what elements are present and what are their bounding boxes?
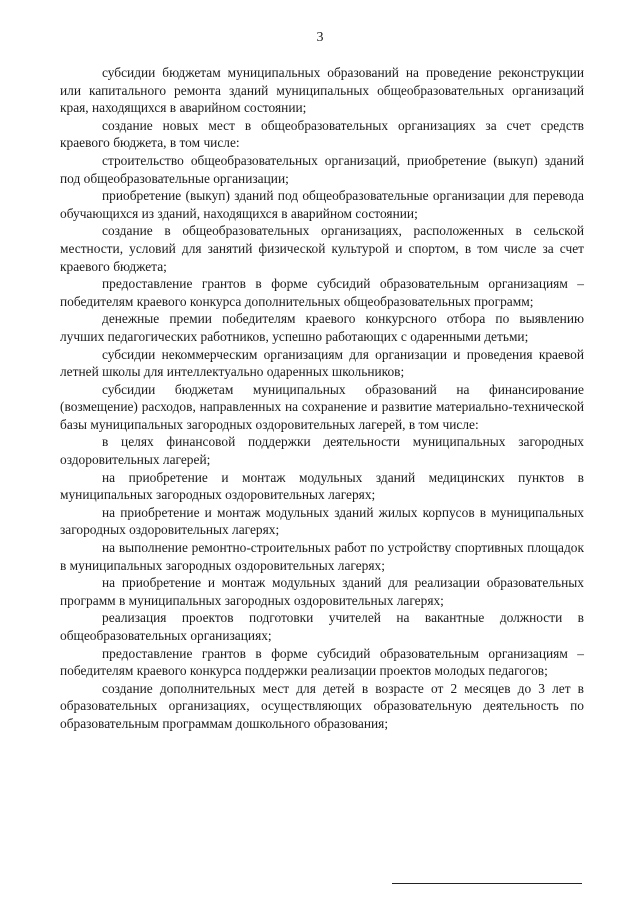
paragraph: в целях финансовой поддержки деятельности муниципальных загородных оздоровительных лагерей; xyxy=(60,434,584,468)
document-body xyxy=(60,64,584,733)
paragraph: субсидии бюджетам муниципальных образований на финансирование (возмещение) расходов, направленных на сохранение и развитие материально-технической базы муниципальных загородных оздоровительных лагерей, в том числе: xyxy=(60,381,584,432)
paragraph: на выполнение ремонтно-строительных работ по устройству спортивных площадок в муниципальных загородных оздоровительных лагерях; xyxy=(60,540,584,573)
paragraph: предоставление грантов в форме субсидий образовательным организациям – победителям краевого конкурса дополнительных общеобразовательных программ; xyxy=(60,276,584,309)
paragraph: создание в общеобразовательных организациях, расположенных в сельской местности, условий для занятий физической культурой и спортом, в том числе за счет краевого бюджета; xyxy=(60,223,584,274)
paragraph: создание новых мест в общеобразовательных организациях за счет средств краевого бюджета, в том числе: xyxy=(60,117,584,151)
paragraph: приобретение (выкуп) зданий под общеобразовательные организации для перевода обучающихся из зданий, находящихся в аварийном состоянии; xyxy=(60,188,584,221)
paragraph: строительство общеобразовательных организаций, приобретение (выкуп) зданий под общеобразовательные организации; xyxy=(60,152,584,186)
paragraph: на приобретение и монтаж модульных зданий жилых корпусов в муниципальных загородных оздоровительных лагерях; xyxy=(60,504,584,538)
bottom-divider-line xyxy=(392,883,582,884)
paragraph: на приобретение и монтаж модульных зданий медицинских пунктов в муниципальных загородных оздоровительных лагерях; xyxy=(60,469,584,503)
paragraph: предоставление грантов в форме субсидий образовательным организациям – победителям краевого конкурса поддержки реализации проектов молодых педагогов; xyxy=(60,645,584,679)
paragraph: на приобретение и монтаж модульных зданий для реализации образовательных программ в муниципальных загородных оздоровительных лагерях; xyxy=(60,575,584,608)
paragraph: субсидии некоммерческим организациям для организации и проведения краевой летней школы для интеллектуально одаренных школьников; xyxy=(60,346,584,380)
paragraph: субсидии бюджетам муниципальных образований на проведение реконструкции или капитального ремонта зданий муниципальных общеобразовательных организаций края, находящихся в аварийном состоянии; xyxy=(60,65,584,116)
paragraph: создание дополнительных мест для детей в возрасте от 2 месяцев до 3 лет в образовательных организациях, осуществляющих образовательную деятельность по образовательным программам дошкольного образования; xyxy=(60,680,584,731)
paragraph: денежные премии победителям краевого конкурсного отбора по выявлению лучших педагогических работников, успешно работающих с одаренными детьми; xyxy=(60,311,584,344)
page-number: 3 xyxy=(316,30,324,45)
paragraph: реализация проектов подготовки учителей на вакантные должности в общеобразовательных организациях; xyxy=(60,610,584,643)
